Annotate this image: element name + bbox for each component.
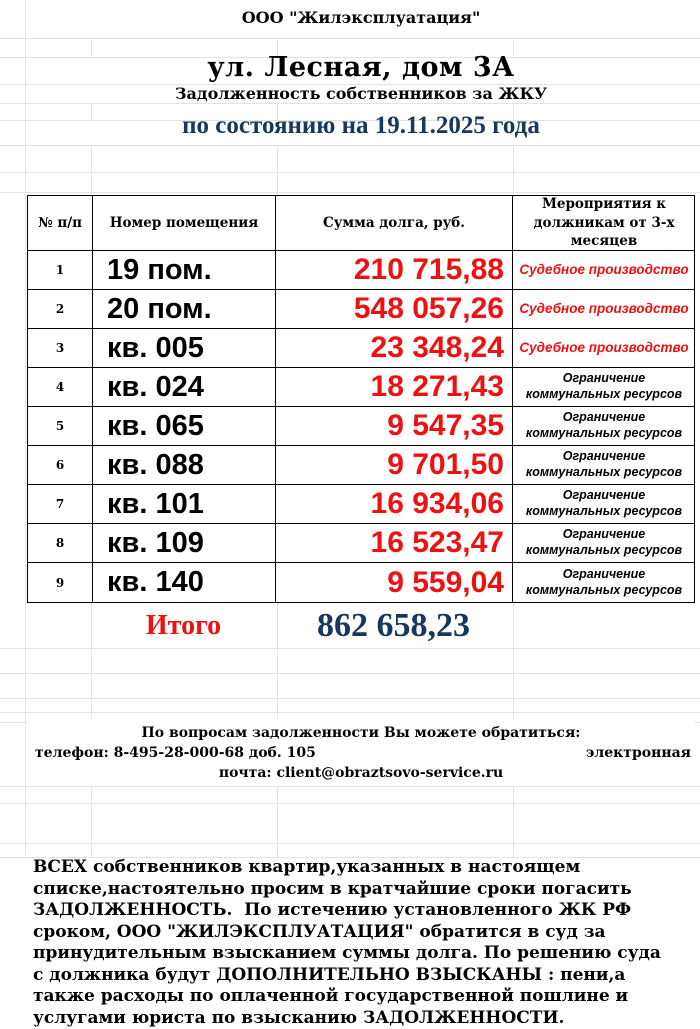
contact-phone: телефон: 8-495-28-000-68 доб. 105 [35,745,316,761]
row-number: 2 [28,290,93,329]
debt-amount: 9 547,35 [276,407,513,446]
document-subtitle: Задолженность собственников за ЖКУ [175,84,547,103]
contact-intro: По вопросам задолженности Вы можете обратиться: [141,725,581,741]
unit-number: 19 пом. [93,251,276,290]
debt-amount: 210 715,88 [276,251,513,290]
row-number: 4 [28,368,93,407]
table-row [28,290,694,329]
table-row [28,485,694,524]
total-row [27,603,695,649]
row-number: 6 [28,446,93,485]
action-against-debtor: Ограничение коммунальных ресурсов [513,407,695,446]
debt-amount: 9 701,50 [276,446,513,485]
debt-warning-notice: ВСЕХ собственников квартир,указанных в настоящем списке,настоятельно просим в кратчайшие сроки погасить ЗАДОЛЖЕННОСТЬ. По истечению установленного ЖК РФ сроком, ООО "ЖИЛЭКСПЛУАТАЦИЯ" обратится в суд за принудительным взысканием суммы долга. По решению суда с должника будут ДОПОЛНИТЕЛЬНО ВЗЫСКАНЫ : пени,а также расходы по оплаченной государственной пошлине и услугами юриста по взысканию ЗАДОЛЖЕННОСТИ. [33,857,667,1028]
column-header-actions: Мероприятия к должникам от 3-х месяцев [513,196,695,251]
debt-amount: 16 523,47 [276,524,513,563]
action-against-debtor: Судебное производство [513,290,695,329]
table-row [28,563,694,602]
action-against-debtor: Ограничение коммунальных ресурсов [513,485,695,524]
unit-number: кв. 088 [93,446,276,485]
row-number: 3 [28,329,93,368]
table-header-row [28,196,694,251]
as-of-date: по состоянию на 19.11.2025 года [182,112,540,139]
debt-amount: 548 057,26 [276,290,513,329]
table-body [28,251,694,602]
debt-table [27,195,695,603]
action-against-debtor: Судебное производство [513,251,695,290]
table-row [28,368,694,407]
contact-phone-line [27,743,695,763]
action-against-debtor: Ограничение коммунальных ресурсов [525,566,683,597]
table-row [28,524,694,563]
contact-block [27,720,695,786]
unit-number: кв. 065 [93,407,276,446]
org-name: ООО "Жилэксплуатация" [241,8,481,27]
contact-email-word: электронная [585,745,691,761]
unit-number: 20 пом. [93,290,276,329]
row-number: 5 [28,407,93,446]
action-against-debtor: Ограничение коммунальных ресурсов [513,368,695,407]
table-row [28,251,694,290]
unit-number: кв. 109 [93,524,276,563]
debt-amount: 9 559,04 [276,563,513,602]
table-row [28,407,694,446]
row-number: 9 [28,563,93,602]
unit-number: кв. 101 [93,485,276,524]
row-number: 8 [28,524,93,563]
column-header-unit: Номер помещения [93,196,276,251]
action-against-debtor: Ограничение коммунальных ресурсов [513,524,695,563]
row-number: 7 [28,485,93,524]
unit-number: кв. 024 [93,368,276,407]
action-against-debtor: Ограничение коммунальных ресурсов [513,446,695,485]
contact-email: почта: client@obraztsovo-service.ru [218,765,504,781]
action-against-debtor: Судебное производство [513,329,695,368]
total-label: Итого [145,610,222,641]
debt-amount: 16 934,06 [276,485,513,524]
column-header-debt: Сумма долга, руб. [276,196,513,251]
unit-number: кв. 005 [93,329,276,368]
debt-amount: 18 271,43 [276,368,513,407]
total-value: 862 658,23 [317,607,470,644]
column-header-number: № п/п [28,196,93,251]
unit-number: кв. 140 [93,563,276,602]
debt-amount: 23 348,24 [276,329,513,368]
table-row [28,446,694,485]
address-title: ул. Лесная, дом 3А [207,52,515,83]
table-row [28,329,694,368]
row-number: 1 [28,251,93,290]
